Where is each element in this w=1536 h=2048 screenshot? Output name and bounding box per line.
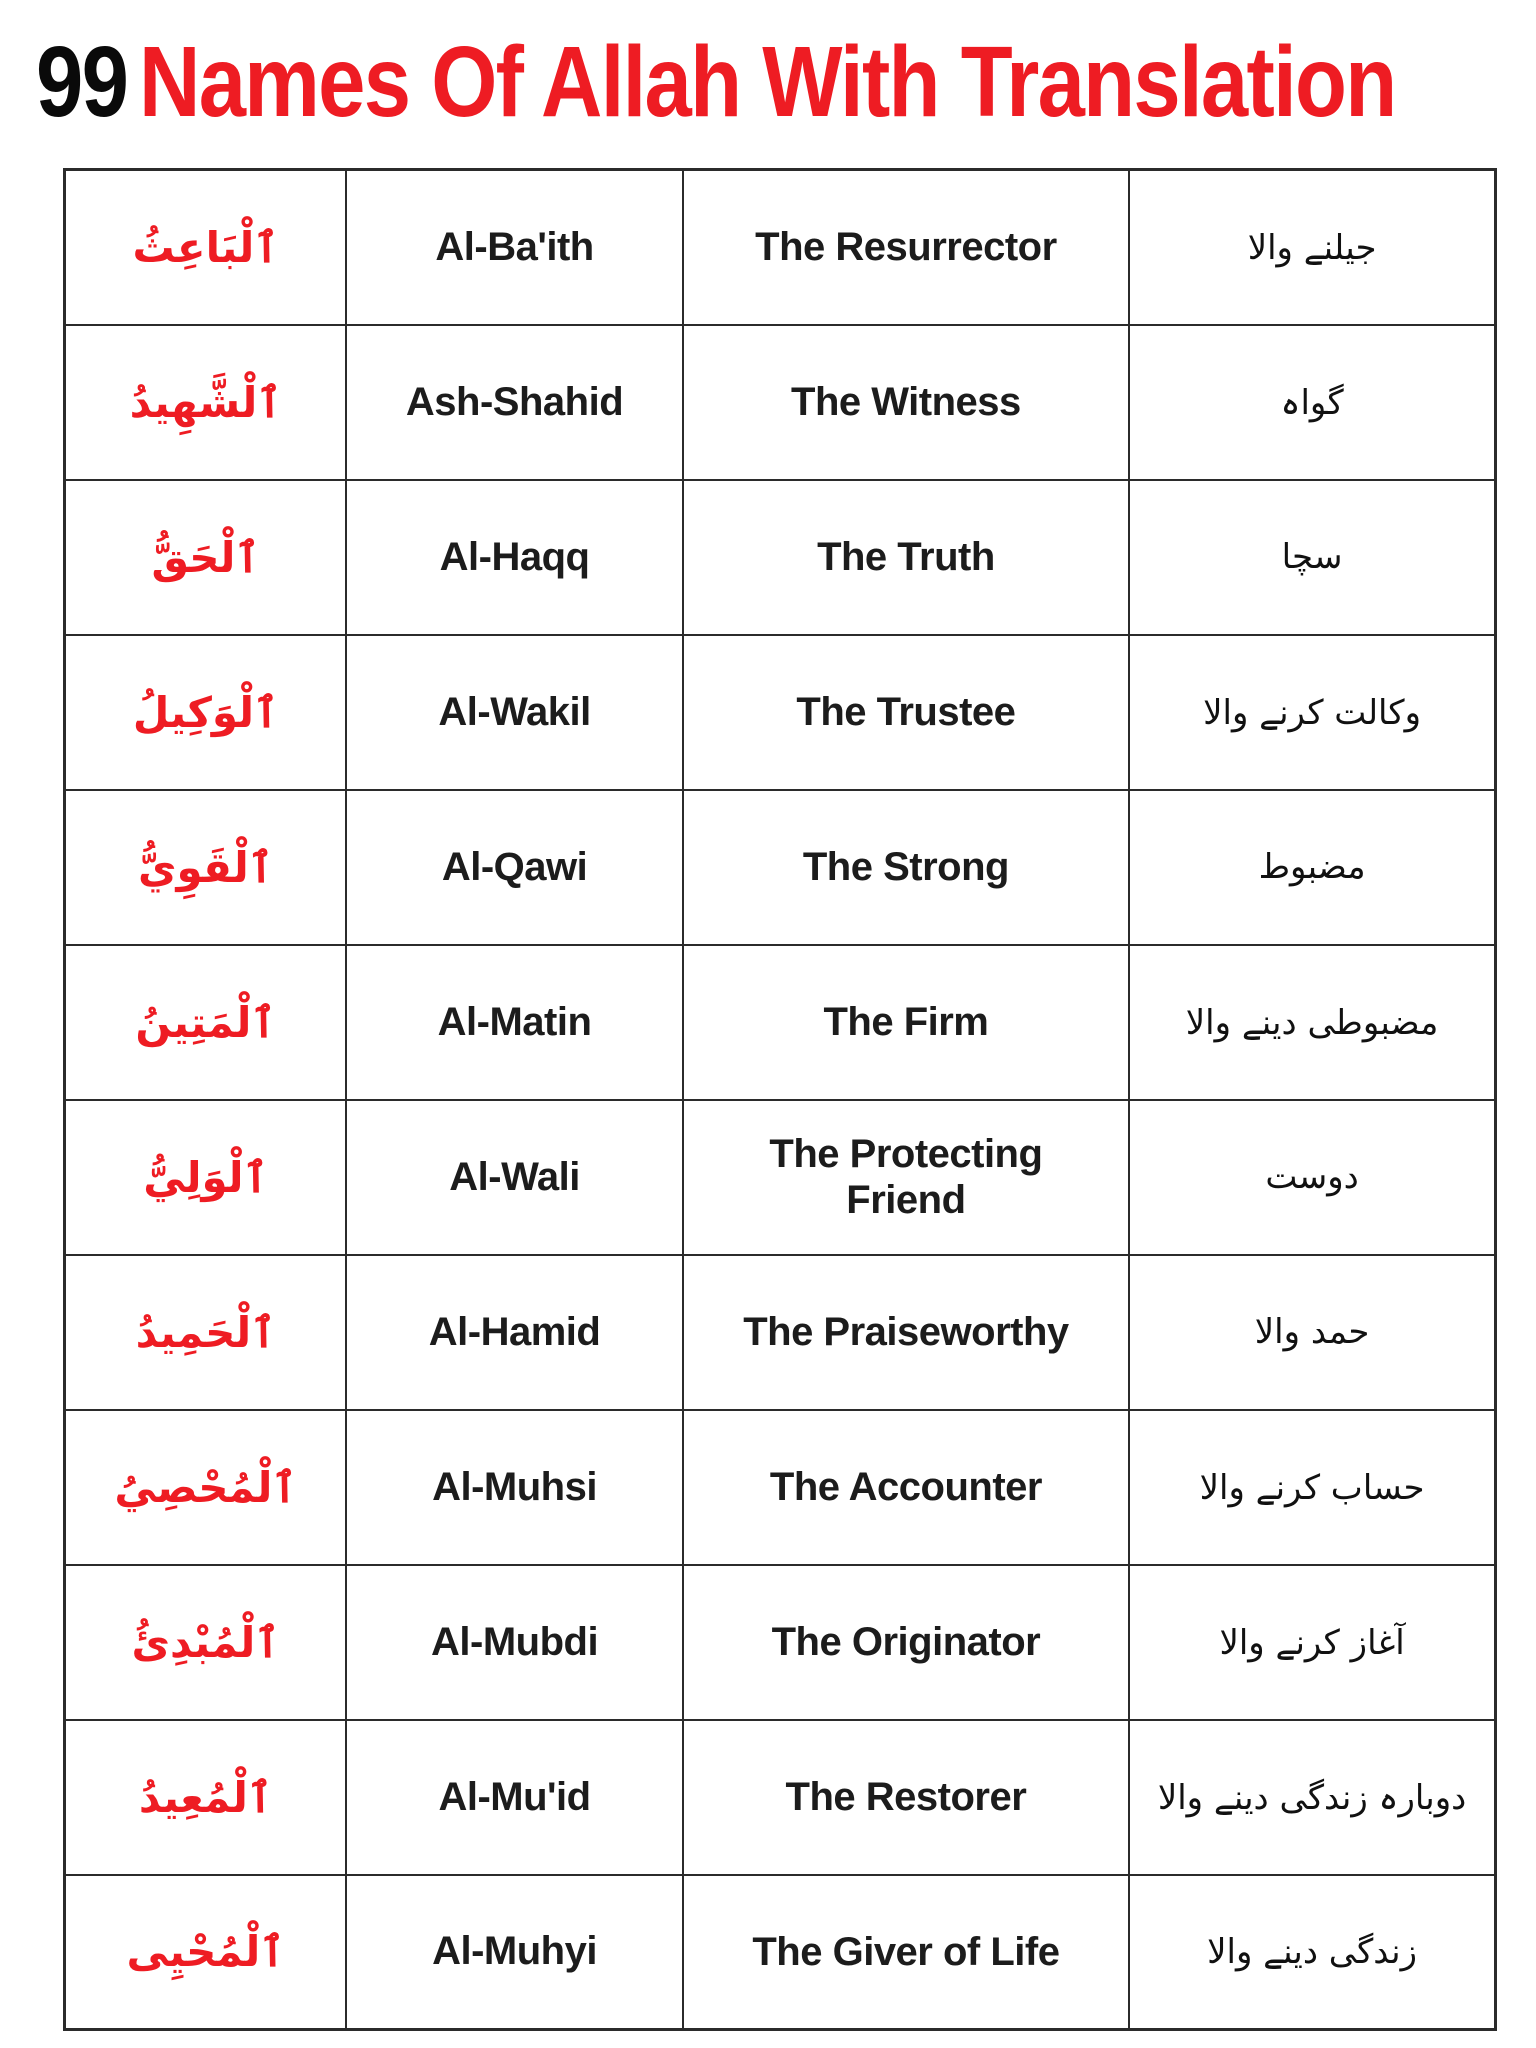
urdu-translation: حمد والا bbox=[1129, 1255, 1495, 1410]
transliteration: Al-Muhsi bbox=[346, 1410, 682, 1565]
urdu-translation: مضبوطی دینے والا bbox=[1129, 945, 1495, 1100]
urdu-translation: دوبارہ زندگی دینے والا bbox=[1129, 1720, 1495, 1875]
table-row bbox=[65, 1565, 1496, 1720]
arabic-name: ٱلْمَتِينُ bbox=[65, 945, 347, 1100]
english-meaning: The Giver of Life bbox=[683, 1875, 1129, 2030]
english-meaning: The Accounter bbox=[683, 1410, 1129, 1565]
arabic-name: ٱلْمُحْيِى bbox=[65, 1875, 347, 2030]
arabic-name: ٱلْحَقُّ bbox=[65, 480, 347, 635]
table-row bbox=[65, 1255, 1496, 1410]
arabic-name: ٱلْوَلِيُّ bbox=[65, 1100, 347, 1255]
names-table bbox=[63, 168, 1497, 2031]
english-meaning: The Originator bbox=[683, 1565, 1129, 1720]
english-meaning: The Firm bbox=[683, 945, 1129, 1100]
urdu-translation: دوست bbox=[1129, 1100, 1495, 1255]
arabic-name: ٱلْمُعِيدُ bbox=[65, 1720, 347, 1875]
urdu-translation: زندگی دینے والا bbox=[1129, 1875, 1495, 2030]
transliteration: Ash-Shahid bbox=[346, 325, 682, 480]
arabic-name: ٱلْمُحْصِيُ bbox=[65, 1410, 347, 1565]
table-row bbox=[65, 1100, 1496, 1255]
transliteration: Al-Wali bbox=[346, 1100, 682, 1255]
urdu-translation: حساب کرنے والا bbox=[1129, 1410, 1495, 1565]
english-meaning: The Restorer bbox=[683, 1720, 1129, 1875]
transliteration: Al-Haqq bbox=[346, 480, 682, 635]
english-meaning: The Resurrector bbox=[683, 170, 1129, 325]
english-meaning: The Protecting Friend bbox=[683, 1100, 1129, 1255]
table-row bbox=[65, 325, 1496, 480]
transliteration: Al-Mubdi bbox=[346, 1565, 682, 1720]
arabic-name: ٱلْبَاعِثُ bbox=[65, 170, 347, 325]
transliteration: Al-Hamid bbox=[346, 1255, 682, 1410]
english-meaning: The Witness bbox=[683, 325, 1129, 480]
title-number: 99 bbox=[36, 26, 128, 138]
transliteration: Al-Matin bbox=[346, 945, 682, 1100]
arabic-name: ٱلْشَّهِيدُ bbox=[65, 325, 347, 480]
english-meaning: The Truth bbox=[683, 480, 1129, 635]
table-row bbox=[65, 480, 1496, 635]
transliteration: Al-Wakil bbox=[346, 635, 682, 790]
transliteration: Al-Qawi bbox=[346, 790, 682, 945]
title-text: Names Of Allah With Translation bbox=[139, 26, 1396, 138]
urdu-translation: آغاز کرنے والا bbox=[1129, 1565, 1495, 1720]
urdu-translation: جیلنے والا bbox=[1129, 170, 1495, 325]
urdu-translation: وکالت کرنے والا bbox=[1129, 635, 1495, 790]
page-title bbox=[36, 26, 1396, 138]
table-row bbox=[65, 945, 1496, 1100]
table-row bbox=[65, 170, 1496, 325]
table-row bbox=[65, 1720, 1496, 1875]
arabic-name: ٱلْوَكِيلُ bbox=[65, 635, 347, 790]
english-meaning: The Strong bbox=[683, 790, 1129, 945]
urdu-translation: مضبوط bbox=[1129, 790, 1495, 945]
transliteration: Al-Muhyi bbox=[346, 1875, 682, 2030]
urdu-translation: گواہ bbox=[1129, 325, 1495, 480]
transliteration: Al-Ba'ith bbox=[346, 170, 682, 325]
table-row bbox=[65, 790, 1496, 945]
english-meaning: The Trustee bbox=[683, 635, 1129, 790]
table-row bbox=[65, 635, 1496, 790]
table-row bbox=[65, 1875, 1496, 2030]
arabic-name: ٱلْقَوِيُّ bbox=[65, 790, 347, 945]
english-meaning: The Praiseworthy bbox=[683, 1255, 1129, 1410]
arabic-name: ٱلْحَمِيدُ bbox=[65, 1255, 347, 1410]
transliteration: Al-Mu'id bbox=[346, 1720, 682, 1875]
urdu-translation: سچا bbox=[1129, 480, 1495, 635]
table-row bbox=[65, 1410, 1496, 1565]
arabic-name: ٱلْمُبْدِئُ bbox=[65, 1565, 347, 1720]
